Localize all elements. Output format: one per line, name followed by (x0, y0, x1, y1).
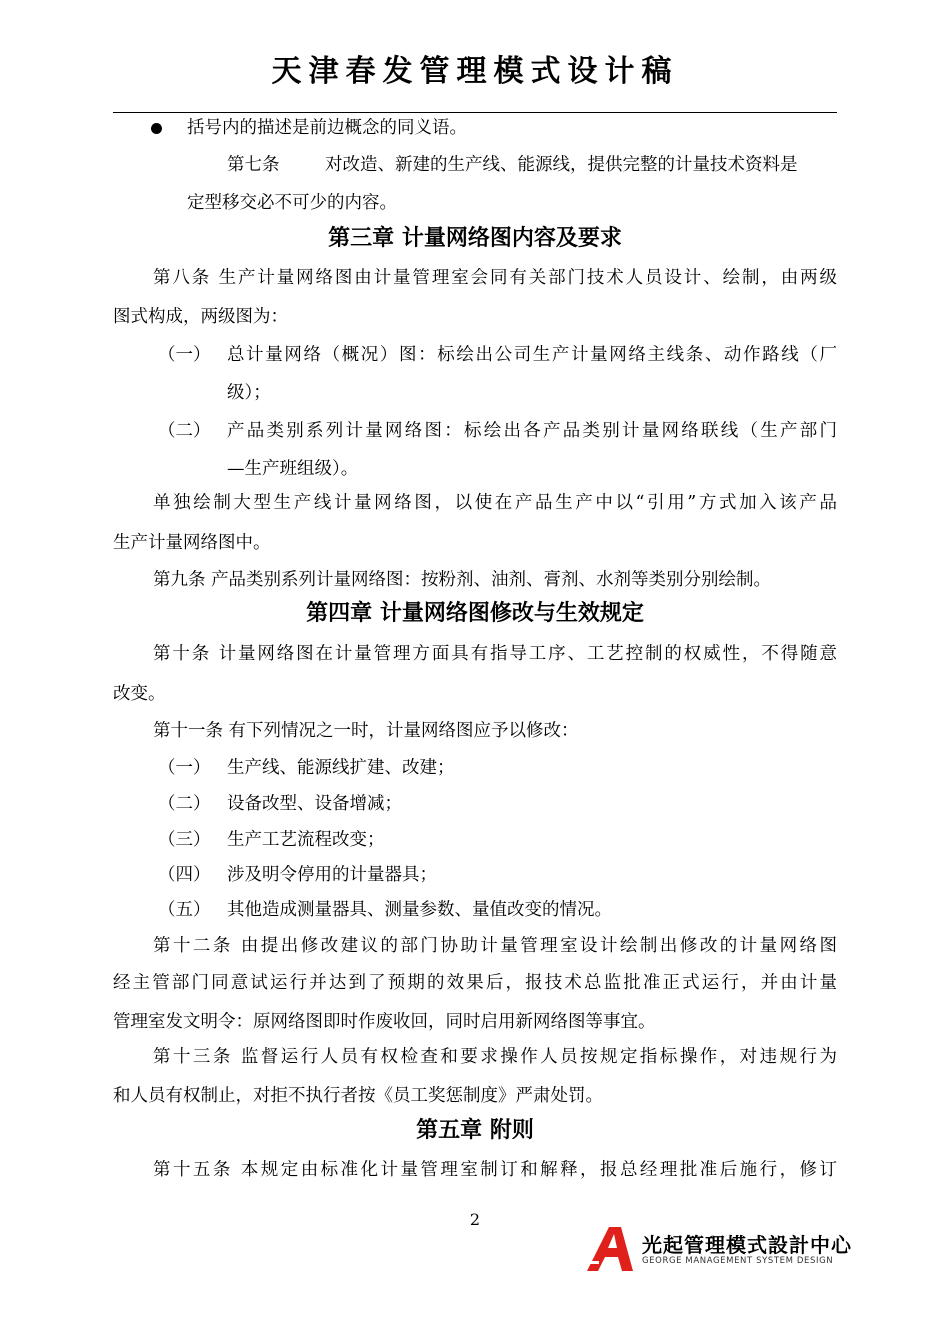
page-title: 天津春发管理模式设计稿 (271, 54, 679, 89)
chapter-5-heading: 第五章 附则 (416, 1118, 534, 1143)
bullet-text: 括号内的描述是前边概念的同义语。 (187, 118, 467, 138)
article-7-line-2: 定型移交必不可少的内容。 (187, 193, 397, 213)
separate-drawing-line-1: 单独绘制大型生产线计量网络图，以使在产品生产中以“引用”方式加入该产品 (153, 493, 837, 513)
article-8-line-2: 图式构成，两级图为： (113, 307, 288, 327)
article-13-line-2: 和人员有权制止，对拒不执行者按《员工奖惩制度》严肃处罚。 (113, 1086, 603, 1106)
logo-chinese-text: 光起管理模式設計中心 (642, 1233, 852, 1257)
separate-drawing-line-2: 生产计量网络图中。 (113, 533, 271, 553)
article-8-line-1: 第八条 生产计量网络图由计量管理室会同有关部门技术人员设计、绘制，由两级 (153, 268, 837, 288)
chapter-4-heading: 第四章 计量网络图修改与生效规定 (306, 601, 644, 626)
item-2-label: （二） (158, 421, 211, 441)
article-15-line-1: 第十五条 本规定由标准化计量管理室制订和解释，报总经理批准后施行，修订 (153, 1160, 837, 1180)
article-9: 第九条 产品类别系列计量网络图：按粉剂、油剂、膏剂、水剂等类别分别绘制。 (153, 570, 772, 590)
logo-english-text: GEORGE MANAGEMENT SYSTEM DESIGN (642, 1256, 834, 1266)
item-1-label: （一） (158, 345, 211, 365)
article-12-line-1: 第十二条 由提出修改建议的部门协助计量管理室设计绘制出修改的计量网络图 (153, 936, 837, 956)
list-item-text: 涉及明令停用的计量器具； (227, 865, 437, 885)
page-number: 2 (469, 1210, 481, 1229)
article-12-line-3: 管理室发文明令：原网络图即时作废收回，同时启用新网络图等事宜。 (113, 1012, 656, 1032)
list-item-text: 生产线、能源线扩建、改建； (227, 758, 455, 778)
item-1-line-2: 级）； (227, 383, 271, 403)
list-item-text: 设备改型、设备增减； (227, 794, 402, 814)
article-13-line-1: 第十三条 监督运行人员有权检查和要求操作人员按规定指标操作，对违规行为 (153, 1047, 837, 1067)
bullet-icon (151, 123, 162, 134)
header-divider (113, 112, 837, 113)
article-10-line-2: 改变。 (113, 684, 166, 704)
article-10-line-1: 第十条 计量网络图在计量管理方面具有指导工序、工艺控制的权威性，不得随意 (153, 644, 837, 664)
item-2-line-1: 产品类别系列计量网络图：标绘出各产品类别计量网络联线（生产部门 (227, 421, 837, 441)
item-2-line-2: —生产班组级）。 (227, 459, 359, 479)
item-1-line-1: 总计量网络（概况）图：标绘出公司生产计量网络主线条、动作路线（厂 (227, 345, 837, 365)
article-7-label: 第七条 (227, 155, 280, 175)
list-item-label: （三） (158, 830, 211, 850)
logo-a-icon (585, 1226, 637, 1272)
article-7-line-1: 对改造、新建的生产线、能源线，提供完整的计量技术资料是 (325, 155, 798, 175)
chapter-3-heading: 第三章 计量网络图内容及要求 (328, 226, 622, 251)
list-item-label: （二） (158, 794, 211, 814)
footer-logo (585, 1226, 852, 1272)
list-item-label: （一） (158, 758, 211, 778)
article-11: 第十一条 有下列情况之一时，计量网络图应予以修改： (153, 721, 579, 741)
list-item-label: （五） (158, 900, 211, 920)
list-item-text: 生产工艺流程改变； (227, 830, 385, 850)
article-12-line-2: 经主管部门同意试运行并达到了预期的效果后，报技术总监批准正式运行，并由计量 (113, 973, 837, 993)
list-item-label: （四） (158, 865, 211, 885)
list-item-text: 其他造成测量器具、测量参数、量值改变的情况。 (227, 900, 612, 920)
